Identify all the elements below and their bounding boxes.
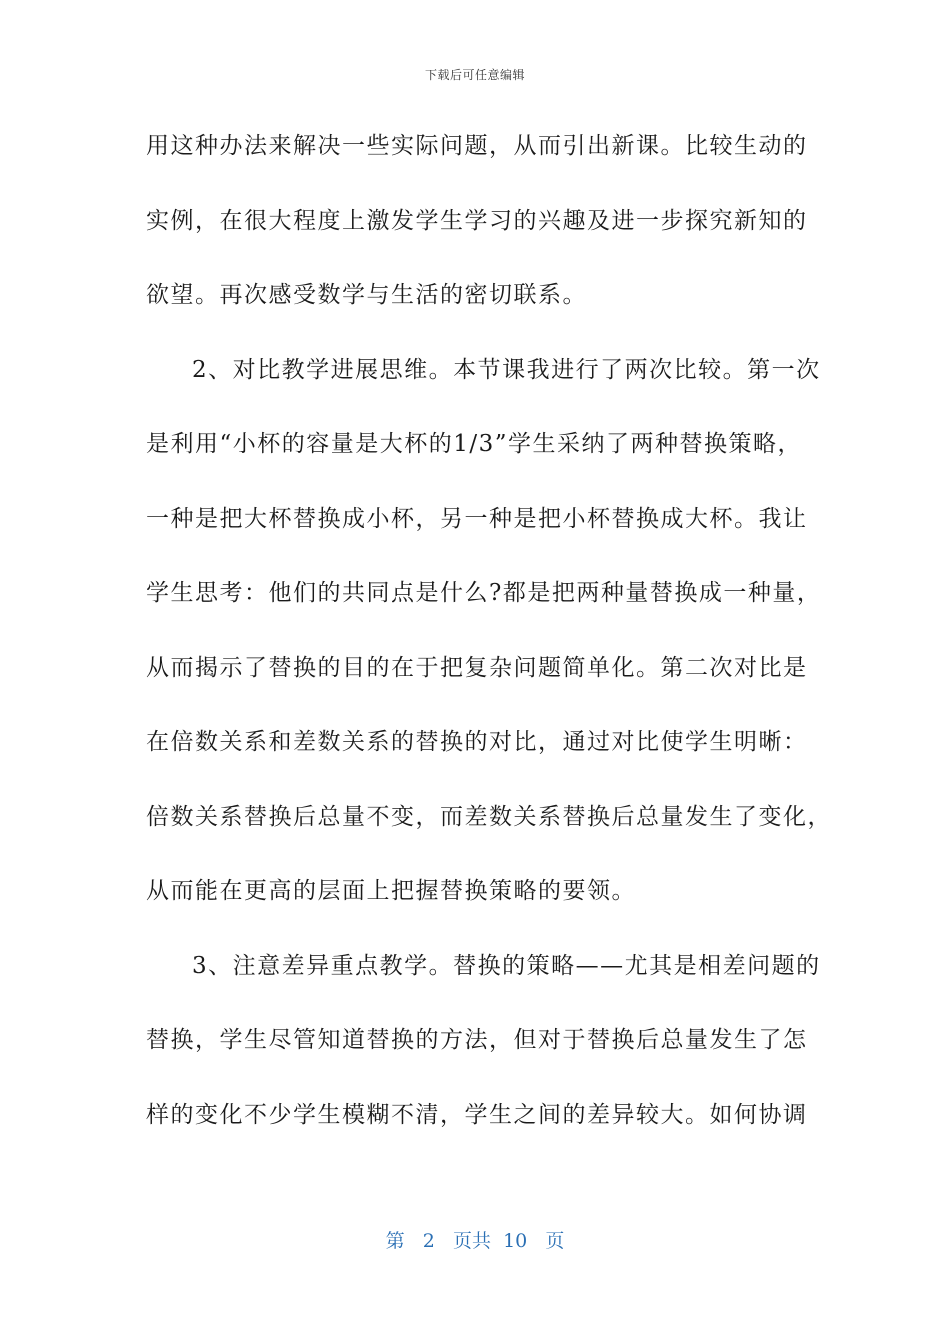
body-line: 替换，学生尽管知道替换的方法，但对于替换后总量发生了怎 <box>146 1027 808 1053</box>
footer-suffix: 页 <box>545 1230 565 1252</box>
body-line: 学生思考：他们的共同点是什么?都是把两种量替换成一种量， <box>146 580 822 606</box>
body-line: 欲望。再次感受数学与生活的密切联系。 <box>146 282 587 308</box>
header-note: 下载后可任意编辑 <box>424 68 525 82</box>
body-line: 倍数关系替换后总量不变，而差数关系替换后总量发生了变化， <box>146 803 832 830</box>
body-line: 用这种办法来解决一些实际问题，从而引出新课。比较生动的 <box>146 133 808 159</box>
paragraph-start-line: 3、注意差异重点教学。替换的策略——尤其是相差问题的 <box>192 952 821 979</box>
body-line: 从而能在更高的层面上把握替换策略的要领。 <box>146 878 636 904</box>
body-line: 在倍数关系和差数关系的替换的对比，通过对比使学生明晰： <box>146 729 808 755</box>
total-page-count: 10 <box>503 1230 528 1252</box>
body-line: 是利用“小杯的容量是大杯的1/3”学生采纳了两种替换策略， <box>146 431 803 457</box>
page-footer <box>0 1226 950 1253</box>
body-line: 样的变化不少学生模糊不清，学生之间的差异较大。如何协调 <box>146 1101 808 1128</box>
footer-prefix: 第 <box>385 1230 405 1252</box>
body-line: 从而揭示了替换的目的在于把复杂问题简单化。第二次对比是 <box>146 654 808 681</box>
current-page-number: 2 <box>422 1230 435 1252</box>
body-line: 一种是把大杯替换成小杯，另一种是把小杯替换成大杯。我让 <box>146 505 808 532</box>
footer-middle: 页共 <box>452 1230 491 1252</box>
body-line: 实例，在很大程度上激发学生学习的兴趣及进一步探究新知的 <box>146 207 808 234</box>
paragraph-start-line: 2、对比教学进展思维。本节课我进行了两次比较。第一次 <box>192 356 821 383</box>
document-body <box>146 120 832 1163</box>
